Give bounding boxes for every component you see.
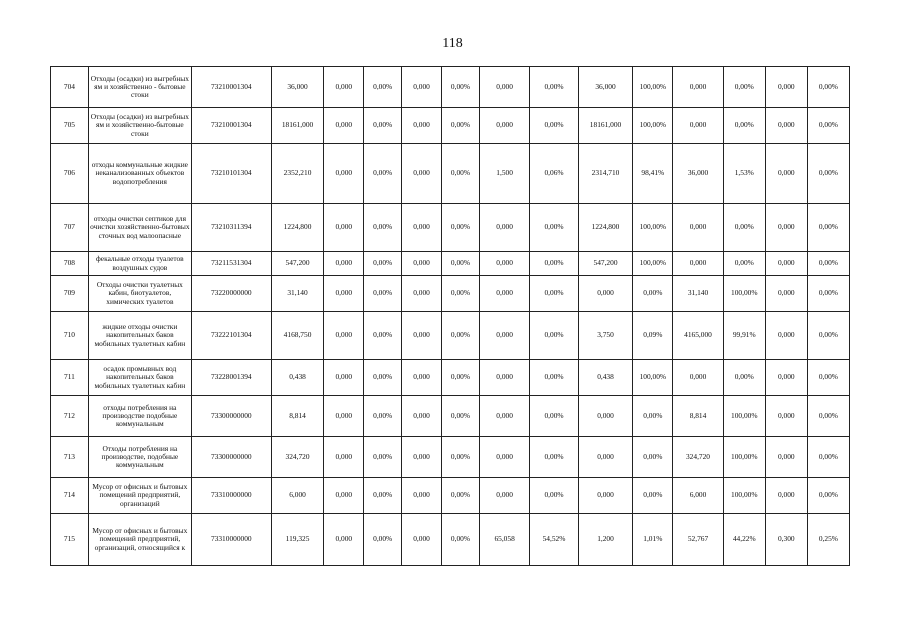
table-cell-name — [88, 204, 191, 252]
waste-name-text: осадок промывных вод накопительных баков мобильных туалетных кабин — [94, 365, 186, 390]
table-cell-c5: 36,000 — [673, 144, 723, 204]
table-cell-c1: 0,000 — [324, 478, 364, 514]
table-cell-p3: 0,06% — [530, 144, 578, 204]
table-cell-c1: 0,000 — [324, 437, 364, 478]
table-cell-c4: 0,000 — [578, 478, 633, 514]
table-cell-p6: 0,00% — [807, 360, 849, 396]
table-cell-p4: 0,00% — [633, 437, 673, 478]
table-cell-p6: 0,00% — [807, 204, 849, 252]
table-cell-n: 709 — [51, 276, 89, 312]
table-cell-c4: 2314,710 — [578, 144, 633, 204]
table-cell-p4: 100,00% — [633, 204, 673, 252]
table-cell-name — [88, 360, 191, 396]
table-cell-p2: 0,00% — [442, 514, 480, 566]
table-cell-c5: 31,140 — [673, 276, 723, 312]
table-cell-c6: 0,000 — [765, 276, 807, 312]
table-cell-name — [88, 437, 191, 478]
table-cell-c4: 1224,800 — [578, 204, 633, 252]
table-cell-c4: 18161,000 — [578, 108, 633, 144]
table-row — [51, 396, 850, 437]
table-cell-p3: 0,00% — [530, 478, 578, 514]
waste-name-text: Мусор от офисных и бытовых помещений предприятий, организаций — [92, 483, 188, 508]
table-cell-n: 713 — [51, 437, 89, 478]
table-cell-total: 1224,800 — [271, 204, 324, 252]
table-cell-p4: 0,00% — [633, 276, 673, 312]
table-cell-p6: 0,00% — [807, 252, 849, 276]
waste-table — [50, 66, 850, 566]
waste-name-text: отходы потребления на производстве подобные коммунальным — [102, 403, 178, 429]
table-cell-c3: 0,000 — [479, 252, 529, 276]
table-cell-p3: 0,00% — [530, 108, 578, 144]
table-cell-c3: 0,000 — [479, 396, 529, 437]
table-cell-name — [88, 252, 191, 276]
table-cell-c2: 0,000 — [402, 252, 442, 276]
table-cell-p6: 0,00% — [807, 144, 849, 204]
table-cell-p6: 0,00% — [807, 396, 849, 437]
table-cell-c3: 65,058 — [479, 514, 529, 566]
table-cell-name — [88, 67, 191, 108]
table-cell-c6: 0,300 — [765, 514, 807, 566]
table-cell-total: 36,000 — [271, 67, 324, 108]
table-cell-p3: 0,00% — [530, 204, 578, 252]
table-cell-c2: 0,000 — [402, 312, 442, 360]
table-cell-name — [88, 312, 191, 360]
table-cell-p4: 100,00% — [633, 360, 673, 396]
table-cell-p5: 0,00% — [723, 252, 765, 276]
table-cell-p1: 0,00% — [364, 252, 402, 276]
table-cell-c6: 0,000 — [765, 108, 807, 144]
table-cell-p5: 1,53% — [723, 144, 765, 204]
table-cell-c6: 0,000 — [765, 252, 807, 276]
table-cell-p4: 0,00% — [633, 396, 673, 437]
table-cell-name — [88, 478, 191, 514]
table-cell-p5: 100,00% — [723, 396, 765, 437]
table-cell-c6: 0,000 — [765, 144, 807, 204]
table-cell-c3: 0,000 — [479, 312, 529, 360]
table-cell-name — [88, 276, 191, 312]
table-cell-total: 119,325 — [271, 514, 324, 566]
table-cell-c6: 0,000 — [765, 204, 807, 252]
table-cell-c2: 0,000 — [402, 396, 442, 437]
table-cell-c3: 0,000 — [479, 360, 529, 396]
table-cell-c4: 36,000 — [578, 67, 633, 108]
table-cell-name — [88, 108, 191, 144]
table-cell-c3: 0,000 — [479, 437, 529, 478]
table-cell-p3: 0,00% — [530, 312, 578, 360]
table-cell-name — [88, 144, 191, 204]
table-row — [51, 108, 850, 144]
table-row — [51, 204, 850, 252]
table-cell-c1: 0,000 — [324, 514, 364, 566]
table-cell-c4: 1,200 — [578, 514, 633, 566]
table-cell-total: 324,720 — [271, 437, 324, 478]
table-cell-code: 73211531304 — [191, 252, 271, 276]
table-cell-c3: 1,500 — [479, 144, 529, 204]
table-cell-code: 73310000000 — [191, 514, 271, 566]
table-cell-c4: 0,000 — [578, 396, 633, 437]
table-cell-p1: 0,00% — [364, 396, 402, 437]
table-cell-p4: 0,00% — [633, 478, 673, 514]
table-cell-p1: 0,00% — [364, 360, 402, 396]
table-cell-p4: 100,00% — [633, 252, 673, 276]
table-cell-c4: 547,200 — [578, 252, 633, 276]
table-row — [51, 252, 850, 276]
table-cell-c5: 324,720 — [673, 437, 723, 478]
table-cell-code: 73220000000 — [191, 276, 271, 312]
table-cell-p4: 0,09% — [633, 312, 673, 360]
table-cell-total: 31,140 — [271, 276, 324, 312]
table-cell-c2: 0,000 — [402, 437, 442, 478]
table-cell-c5: 0,000 — [673, 67, 723, 108]
table-cell-c6: 0,000 — [765, 67, 807, 108]
table-cell-p1: 0,00% — [364, 108, 402, 144]
table-cell-name — [88, 514, 191, 566]
table-cell-code: 73210311394 — [191, 204, 271, 252]
table-cell-c3: 0,000 — [479, 108, 529, 144]
waste-name-text: Отходы потребления на производстве, подобные коммунальным — [101, 444, 179, 470]
table-cell-p6: 0,00% — [807, 312, 849, 360]
table-cell-p6: 0,00% — [807, 478, 849, 514]
table-cell-p5: 100,00% — [723, 478, 765, 514]
table-cell-p1: 0,00% — [364, 204, 402, 252]
table-cell-code: 73210101304 — [191, 144, 271, 204]
table-cell-n: 711 — [51, 360, 89, 396]
table-cell-c1: 0,000 — [324, 144, 364, 204]
table-cell-c1: 0,000 — [324, 252, 364, 276]
table-cell-p6: 0,25% — [807, 514, 849, 566]
table-cell-n: 708 — [51, 252, 89, 276]
table-cell-p4: 98,41% — [633, 144, 673, 204]
table-cell-p1: 0,00% — [364, 144, 402, 204]
table-cell-code: 73210001304 — [191, 108, 271, 144]
table-cell-c3: 0,000 — [479, 67, 529, 108]
table-row — [51, 312, 850, 360]
table-cell-c5: 0,000 — [673, 108, 723, 144]
table-cell-p5: 0,00% — [723, 67, 765, 108]
table-cell-c2: 0,000 — [402, 108, 442, 144]
table-cell-c2: 0,000 — [402, 478, 442, 514]
table-cell-c4: 0,000 — [578, 437, 633, 478]
table-cell-c6: 0,000 — [765, 437, 807, 478]
table-cell-c5: 8,814 — [673, 396, 723, 437]
table-cell-p2: 0,00% — [442, 312, 480, 360]
table-cell-total: 6,000 — [271, 478, 324, 514]
table-cell-c3: 0,000 — [479, 478, 529, 514]
table-cell-total: 2352,210 — [271, 144, 324, 204]
table-cell-total: 18161,000 — [271, 108, 324, 144]
table-cell-c2: 0,000 — [402, 204, 442, 252]
page-number: 118 — [442, 36, 463, 51]
table-cell-c6: 0,000 — [765, 478, 807, 514]
table-cell-p3: 0,00% — [530, 360, 578, 396]
table-row — [51, 276, 850, 312]
table-row — [51, 514, 850, 566]
table-cell-total: 547,200 — [271, 252, 324, 276]
table-cell-c1: 0,000 — [324, 204, 364, 252]
table-cell-p5: 0,00% — [723, 108, 765, 144]
table-cell-c3: 0,000 — [479, 276, 529, 312]
table-cell-total: 4168,750 — [271, 312, 324, 360]
table-cell-c2: 0,000 — [402, 276, 442, 312]
table-cell-p1: 0,00% — [364, 437, 402, 478]
table-row — [51, 437, 850, 478]
table-cell-p2: 0,00% — [442, 276, 480, 312]
table-cell-p2: 0,00% — [442, 252, 480, 276]
table-cell-p6: 0,00% — [807, 276, 849, 312]
table-cell-c2: 0,000 — [402, 514, 442, 566]
table-cell-p3: 0,00% — [530, 252, 578, 276]
table-cell-p1: 0,00% — [364, 312, 402, 360]
table-cell-c6: 0,000 — [765, 312, 807, 360]
table-cell-c1: 0,000 — [324, 360, 364, 396]
table-cell-c5: 4165,000 — [673, 312, 723, 360]
table-cell-c4: 0,000 — [578, 276, 633, 312]
table-cell-c5: 6,000 — [673, 478, 723, 514]
waste-name-text: фекальные отходы туалетов воздушных судов — [96, 255, 184, 272]
table-cell-p2: 0,00% — [442, 478, 480, 514]
table-cell-c4: 0,438 — [578, 360, 633, 396]
waste-name-text: Мусор от офисных и бытовых помещений предприятий, организаций, относящийся к — [92, 527, 188, 552]
table-cell-c5: 0,000 — [673, 252, 723, 276]
table-cell-p2: 0,00% — [442, 437, 480, 478]
table-cell-p2: 0,00% — [442, 204, 480, 252]
table-cell-p3: 0,00% — [530, 67, 578, 108]
table-cell-p2: 0,00% — [442, 396, 480, 437]
waste-name-text: жидкие отходы очистки накопительных баков мобильных туалетных кабин — [94, 323, 186, 348]
waste-name-text: Отходы очистки туалетных кабин, биотуалетов, химических туалетов — [96, 281, 183, 306]
table-cell-c6: 0,000 — [765, 396, 807, 437]
table-cell-c6: 0,000 — [765, 360, 807, 396]
waste-name-text: отходы коммунальные жидкие неканализованных объектов водопотребления — [91, 161, 188, 186]
table-cell-p5: 0,00% — [723, 360, 765, 396]
table-cell-p1: 0,00% — [364, 276, 402, 312]
table-cell-p3: 0,00% — [530, 396, 578, 437]
table-cell-n: 710 — [51, 312, 89, 360]
table-cell-code: 73310000000 — [191, 478, 271, 514]
table-cell-p1: 0,00% — [364, 478, 402, 514]
table-cell-p3: 0,00% — [530, 437, 578, 478]
table-cell-c2: 0,000 — [402, 67, 442, 108]
table-cell-p6: 0,00% — [807, 437, 849, 478]
table-cell-p5: 99,91% — [723, 312, 765, 360]
table-cell-p2: 0,00% — [442, 67, 480, 108]
table-cell-c1: 0,000 — [324, 67, 364, 108]
waste-name-text: Отходы (осадки) из выгребных ям и хозяйственно-бытовые стоки — [90, 113, 189, 138]
table-cell-c5: 52,767 — [673, 514, 723, 566]
table-cell-n: 705 — [51, 108, 89, 144]
table-cell-p5: 100,00% — [723, 276, 765, 312]
table-cell-c5: 0,000 — [673, 204, 723, 252]
table-cell-p6: 0,00% — [807, 108, 849, 144]
table-cell-c1: 0,000 — [324, 312, 364, 360]
table-row — [51, 478, 850, 514]
table-cell-c1: 0,000 — [324, 108, 364, 144]
table-cell-code: 73228001394 — [191, 360, 271, 396]
table-cell-c2: 0,000 — [402, 144, 442, 204]
table-cell-p6: 0,00% — [807, 67, 849, 108]
table-cell-n: 707 — [51, 204, 89, 252]
table-cell-p2: 0,00% — [442, 144, 480, 204]
table-cell-n: 706 — [51, 144, 89, 204]
table-cell-p4: 100,00% — [633, 108, 673, 144]
table-body — [51, 67, 850, 566]
table-cell-n: 715 — [51, 514, 89, 566]
table-cell-p2: 0,00% — [442, 360, 480, 396]
table-row — [51, 67, 850, 108]
table-cell-p3: 54,52% — [530, 514, 578, 566]
table-cell-code: 73300000000 — [191, 437, 271, 478]
table-cell-code: 73222101304 — [191, 312, 271, 360]
table-cell-total: 0,438 — [271, 360, 324, 396]
table-cell-code: 73210001304 — [191, 67, 271, 108]
table-cell-code: 73300000000 — [191, 396, 271, 437]
waste-name-text: Отходы (осадки) из выгребных ям и хозяйственно - бытовые стоки — [90, 74, 189, 100]
table-cell-p5: 100,00% — [723, 437, 765, 478]
table-cell-n: 712 — [51, 396, 89, 437]
table-cell-c2: 0,000 — [402, 360, 442, 396]
table-cell-c5: 0,000 — [673, 360, 723, 396]
waste-name-text: отходы очистки септиков для очистки хозяйственно-бытовых сточных вод малоопасные — [90, 215, 190, 240]
table-cell-c1: 0,000 — [324, 396, 364, 437]
table-cell-name — [88, 396, 191, 437]
table-cell-p2: 0,00% — [442, 108, 480, 144]
table-row — [51, 144, 850, 204]
table-cell-c4: 3,750 — [578, 312, 633, 360]
table-cell-p5: 44,22% — [723, 514, 765, 566]
table-cell-c1: 0,000 — [324, 276, 364, 312]
table-cell-p3: 0,00% — [530, 276, 578, 312]
table-cell-p5: 0,00% — [723, 204, 765, 252]
table-cell-p4: 1,01% — [633, 514, 673, 566]
table-cell-c3: 0,000 — [479, 204, 529, 252]
table-cell-total: 8,814 — [271, 396, 324, 437]
table-cell-n: 714 — [51, 478, 89, 514]
table-cell-n: 704 — [51, 67, 89, 108]
table-row — [51, 360, 850, 396]
table-cell-p1: 0,00% — [364, 514, 402, 566]
table-cell-p4: 100,00% — [633, 67, 673, 108]
table-cell-p1: 0,00% — [364, 67, 402, 108]
